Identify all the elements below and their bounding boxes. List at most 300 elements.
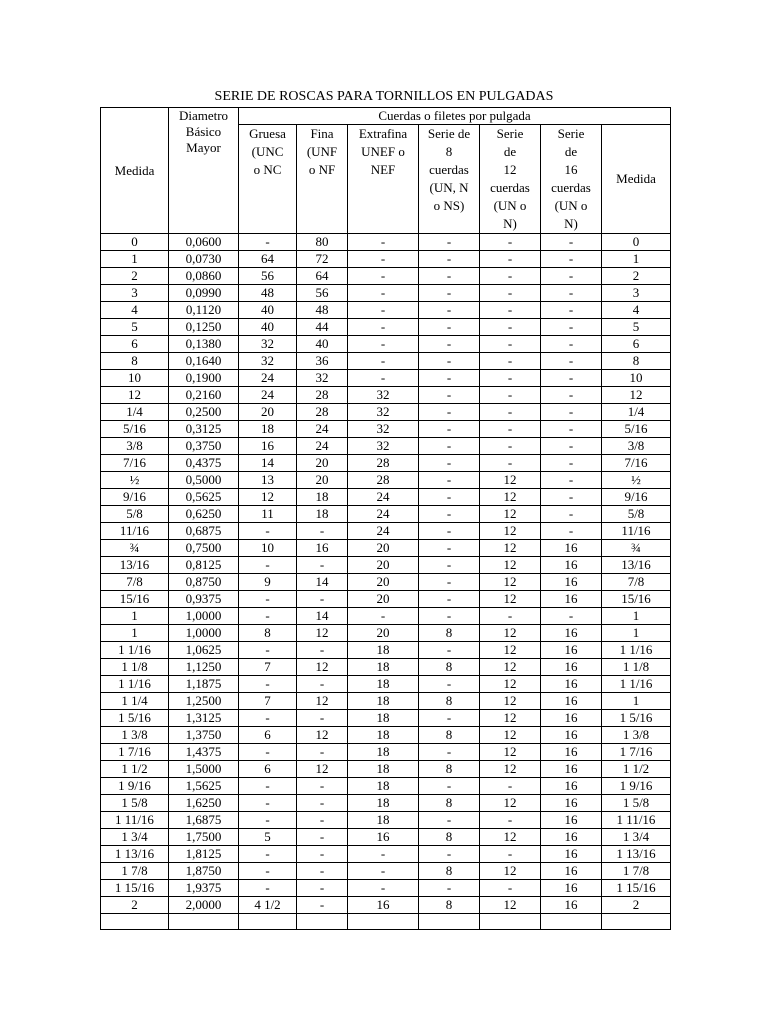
cell-serie-16: - — [541, 285, 602, 302]
cell-serie-16: - — [541, 302, 602, 319]
cell-gruesa: 56 — [239, 268, 297, 285]
cell-serie-16: 16 — [541, 744, 602, 761]
cell-medida: 1 5/16 — [101, 710, 169, 727]
cell-medida: 13/16 — [101, 557, 169, 574]
cell-fina: 14 — [297, 574, 348, 591]
cell-empty — [480, 914, 541, 930]
cell-extrafina: 32 — [348, 404, 419, 421]
cell-medida-right: 1 15/16 — [602, 880, 671, 897]
table-row — [101, 455, 671, 472]
cell-serie-8: - — [419, 778, 480, 795]
cell-fina: 12 — [297, 625, 348, 642]
cell-serie-12: 12 — [480, 897, 541, 914]
cell-extrafina: 18 — [348, 795, 419, 812]
cell-serie-16: - — [541, 455, 602, 472]
cell-fina: 14 — [297, 608, 348, 625]
cell-extrafina: 20 — [348, 574, 419, 591]
cell-diametro: 0,9375 — [169, 591, 239, 608]
cell-medida-right: 11/16 — [602, 523, 671, 540]
cell-medida: 1 13/16 — [101, 846, 169, 863]
cell-gruesa: 40 — [239, 302, 297, 319]
cell-serie-8: - — [419, 489, 480, 506]
cell-medida-right: 10 — [602, 370, 671, 387]
cell-fina: 32 — [297, 370, 348, 387]
cell-gruesa: 14 — [239, 455, 297, 472]
cell-gruesa: 18 — [239, 421, 297, 438]
cell-medida-right: 9/16 — [602, 489, 671, 506]
cell-gruesa: - — [239, 234, 297, 251]
cell-serie-16: 16 — [541, 676, 602, 693]
thread-series-table — [100, 107, 671, 930]
table-row — [101, 642, 671, 659]
table-row — [101, 268, 671, 285]
cell-medida: 1 1/8 — [101, 659, 169, 676]
cell-medida-right: 7/8 — [602, 574, 671, 591]
cell-fina: 64 — [297, 268, 348, 285]
cell-serie-8: - — [419, 812, 480, 829]
cell-empty — [602, 914, 671, 930]
cell-medida: 4 — [101, 302, 169, 319]
cell-diametro: 1,4375 — [169, 744, 239, 761]
table-row — [101, 336, 671, 353]
cell-serie-16: - — [541, 234, 602, 251]
cell-medida-right: 1 9/16 — [602, 778, 671, 795]
cell-diametro: 0,3750 — [169, 438, 239, 455]
cell-serie-16: 16 — [541, 829, 602, 846]
table-row — [101, 302, 671, 319]
table-row — [101, 778, 671, 795]
cell-fina: - — [297, 557, 348, 574]
cell-serie-8: - — [419, 608, 480, 625]
table-row — [101, 438, 671, 455]
cell-gruesa: 11 — [239, 506, 297, 523]
table-row — [101, 897, 671, 914]
cell-medida: 1 1/16 — [101, 642, 169, 659]
cell-medida-right: 6 — [602, 336, 671, 353]
cell-fina: 24 — [297, 438, 348, 455]
cell-fina: 24 — [297, 421, 348, 438]
cell-gruesa: 32 — [239, 336, 297, 353]
table-row — [101, 234, 671, 251]
cell-gruesa: - — [239, 523, 297, 540]
cell-serie-16: - — [541, 319, 602, 336]
cell-serie-16: 16 — [541, 846, 602, 863]
cell-gruesa: 4 1/2 — [239, 897, 297, 914]
cell-serie-8: - — [419, 472, 480, 489]
cell-extrafina: - — [348, 370, 419, 387]
header-gruesa: Gruesa (UNC o NC — [239, 125, 297, 234]
cell-serie-8: 8 — [419, 897, 480, 914]
cell-serie-16: 16 — [541, 557, 602, 574]
cell-serie-8: - — [419, 387, 480, 404]
cell-serie-12: - — [480, 285, 541, 302]
cell-serie-12: - — [480, 455, 541, 472]
cell-serie-16: - — [541, 438, 602, 455]
cell-fina: 44 — [297, 319, 348, 336]
cell-medida: 9/16 — [101, 489, 169, 506]
cell-extrafina: 18 — [348, 812, 419, 829]
cell-medida: 10 — [101, 370, 169, 387]
cell-extrafina: 18 — [348, 693, 419, 710]
cell-gruesa: - — [239, 863, 297, 880]
cell-medida-right: ½ — [602, 472, 671, 489]
cell-medida: 15/16 — [101, 591, 169, 608]
cell-extrafina: 16 — [348, 897, 419, 914]
cell-gruesa: - — [239, 812, 297, 829]
cell-extrafina: - — [348, 608, 419, 625]
cell-gruesa: 24 — [239, 370, 297, 387]
cell-fina: 12 — [297, 761, 348, 778]
cell-gruesa: - — [239, 778, 297, 795]
cell-fina: 18 — [297, 506, 348, 523]
cell-gruesa: - — [239, 608, 297, 625]
cell-extrafina: 32 — [348, 421, 419, 438]
cell-serie-12: - — [480, 778, 541, 795]
page-title: SERIE DE ROSCAS PARA TORNILLOS EN PULGADAS — [214, 89, 554, 104]
cell-extrafina: - — [348, 863, 419, 880]
cell-diametro: 1,7500 — [169, 829, 239, 846]
cell-fina: - — [297, 863, 348, 880]
cell-gruesa: 6 — [239, 727, 297, 744]
cell-serie-16: 16 — [541, 778, 602, 795]
cell-serie-8: - — [419, 455, 480, 472]
table-row — [101, 540, 671, 557]
header-cuerdas-group: Cuerdas o filetes por pulgada — [239, 108, 671, 125]
cell-medida: 1 7/8 — [101, 863, 169, 880]
cell-gruesa: - — [239, 880, 297, 897]
cell-medida-right: 1 13/16 — [602, 846, 671, 863]
cell-serie-16: - — [541, 489, 602, 506]
cell-medida-right: 2 — [602, 268, 671, 285]
cell-medida: 1 1/16 — [101, 676, 169, 693]
cell-medida: 0 — [101, 234, 169, 251]
cell-gruesa: - — [239, 557, 297, 574]
cell-serie-8: - — [419, 251, 480, 268]
cell-diametro: 1,1250 — [169, 659, 239, 676]
cell-fina: 72 — [297, 251, 348, 268]
cell-medida-right: 1 7/8 — [602, 863, 671, 880]
cell-serie-12: - — [480, 370, 541, 387]
cell-medida: 3 — [101, 285, 169, 302]
cell-medida: 1 11/16 — [101, 812, 169, 829]
cell-diametro: 1,5625 — [169, 778, 239, 795]
cell-serie-12: - — [480, 387, 541, 404]
cell-diametro: 1,6250 — [169, 795, 239, 812]
cell-medida-right: 12 — [602, 387, 671, 404]
cell-serie-12: - — [480, 319, 541, 336]
cell-serie-8: - — [419, 846, 480, 863]
cell-fina: 16 — [297, 540, 348, 557]
cell-serie-8: - — [419, 319, 480, 336]
cell-serie-12: - — [480, 234, 541, 251]
cell-diametro: 0,1640 — [169, 353, 239, 370]
cell-extrafina: 18 — [348, 778, 419, 795]
cell-medida-right: 1 1/16 — [602, 676, 671, 693]
cell-medida-right: 1 7/16 — [602, 744, 671, 761]
cell-medida: 11/16 — [101, 523, 169, 540]
cell-gruesa: - — [239, 710, 297, 727]
cell-fina: - — [297, 642, 348, 659]
cell-extrafina: - — [348, 319, 419, 336]
cell-empty — [297, 914, 348, 930]
cell-medida-right: 5/8 — [602, 506, 671, 523]
cell-extrafina: - — [348, 336, 419, 353]
cell-empty — [541, 914, 602, 930]
cell-gruesa: 12 — [239, 489, 297, 506]
cell-fina: 20 — [297, 455, 348, 472]
cell-serie-8: - — [419, 574, 480, 591]
cell-medida: ¾ — [101, 540, 169, 557]
cell-serie-8: - — [419, 421, 480, 438]
cell-medida-right: 1 — [602, 251, 671, 268]
cell-medida: 1 3/8 — [101, 727, 169, 744]
cell-serie-8: - — [419, 234, 480, 251]
cell-diametro: 0,5000 — [169, 472, 239, 489]
cell-serie-8: - — [419, 302, 480, 319]
cell-serie-16: 16 — [541, 761, 602, 778]
cell-extrafina: 28 — [348, 455, 419, 472]
cell-gruesa: 5 — [239, 829, 297, 846]
cell-medida-right: 4 — [602, 302, 671, 319]
cell-fina: - — [297, 778, 348, 795]
cell-medida: 2 — [101, 268, 169, 285]
cell-gruesa: 10 — [239, 540, 297, 557]
cell-serie-8: - — [419, 285, 480, 302]
cell-serie-12: - — [480, 846, 541, 863]
cell-extrafina: 18 — [348, 727, 419, 744]
cell-medida: 3/8 — [101, 438, 169, 455]
cell-serie-12: 12 — [480, 863, 541, 880]
cell-serie-12: 12 — [480, 676, 541, 693]
cell-serie-12: 12 — [480, 744, 541, 761]
cell-empty — [348, 914, 419, 930]
cell-gruesa: 16 — [239, 438, 297, 455]
cell-serie-12: 12 — [480, 472, 541, 489]
cell-serie-8: 8 — [419, 761, 480, 778]
cell-fina: 20 — [297, 472, 348, 489]
table-row — [101, 251, 671, 268]
cell-fina: - — [297, 710, 348, 727]
cell-diametro: 0,8125 — [169, 557, 239, 574]
cell-medida: 1 9/16 — [101, 778, 169, 795]
cell-fina: - — [297, 591, 348, 608]
cell-serie-12: - — [480, 880, 541, 897]
cell-fina: 56 — [297, 285, 348, 302]
cell-serie-16: 16 — [541, 574, 602, 591]
cell-serie-12: - — [480, 251, 541, 268]
table-row — [101, 370, 671, 387]
cell-medida: 1 15/16 — [101, 880, 169, 897]
cell-serie-8: - — [419, 404, 480, 421]
header-diametro: Diametro Básico Mayor — [169, 108, 239, 234]
cell-gruesa: 7 — [239, 659, 297, 676]
cell-serie-8: 8 — [419, 659, 480, 676]
cell-gruesa: 48 — [239, 285, 297, 302]
cell-serie-8: - — [419, 506, 480, 523]
cell-diametro: 1,3125 — [169, 710, 239, 727]
cell-serie-16: - — [541, 404, 602, 421]
cell-serie-12: 12 — [480, 829, 541, 846]
cell-serie-12: 12 — [480, 693, 541, 710]
cell-medida-right: 1/4 — [602, 404, 671, 421]
table-row — [101, 421, 671, 438]
cell-serie-8: - — [419, 336, 480, 353]
table-row — [101, 676, 671, 693]
cell-diametro: 0,0600 — [169, 234, 239, 251]
cell-serie-12: - — [480, 812, 541, 829]
cell-empty — [419, 914, 480, 930]
cell-extrafina: 24 — [348, 523, 419, 540]
cell-serie-12: 12 — [480, 761, 541, 778]
cell-serie-12: - — [480, 438, 541, 455]
cell-fina: 12 — [297, 693, 348, 710]
cell-medida: 12 — [101, 387, 169, 404]
cell-serie-16: - — [541, 336, 602, 353]
cell-diametro: 1,8750 — [169, 863, 239, 880]
cell-diametro: 1,0625 — [169, 642, 239, 659]
cell-medida-right: 1 5/16 — [602, 710, 671, 727]
cell-extrafina: 18 — [348, 744, 419, 761]
header-serie-8: Serie de 8 cuerdas (UN, N o NS) — [419, 125, 480, 234]
cell-diametro: 0,1250 — [169, 319, 239, 336]
cell-fina: - — [297, 897, 348, 914]
cell-fina: - — [297, 676, 348, 693]
table-row — [101, 353, 671, 370]
cell-serie-8: - — [419, 642, 480, 659]
cell-diametro: 0,4375 — [169, 455, 239, 472]
cell-serie-12: 12 — [480, 489, 541, 506]
table-row-empty — [101, 914, 671, 930]
cell-diametro: 0,8750 — [169, 574, 239, 591]
cell-serie-16: - — [541, 251, 602, 268]
table-row — [101, 506, 671, 523]
table-row — [101, 591, 671, 608]
cell-medida-right: 5 — [602, 319, 671, 336]
cell-serie-16: - — [541, 472, 602, 489]
cell-serie-12: - — [480, 608, 541, 625]
cell-serie-16: 16 — [541, 795, 602, 812]
table-row — [101, 404, 671, 421]
cell-serie-16: - — [541, 421, 602, 438]
cell-serie-12: 12 — [480, 574, 541, 591]
cell-fina: - — [297, 812, 348, 829]
cell-diametro: 0,2160 — [169, 387, 239, 404]
cell-medida: 5/8 — [101, 506, 169, 523]
cell-extrafina: 24 — [348, 489, 419, 506]
cell-gruesa: 20 — [239, 404, 297, 421]
cell-fina: 18 — [297, 489, 348, 506]
cell-diametro: 1,0000 — [169, 608, 239, 625]
cell-extrafina: - — [348, 285, 419, 302]
cell-medida: 5/16 — [101, 421, 169, 438]
cell-serie-12: 12 — [480, 591, 541, 608]
cell-medida: ½ — [101, 472, 169, 489]
cell-fina: 36 — [297, 353, 348, 370]
cell-serie-16: 16 — [541, 727, 602, 744]
cell-gruesa: 32 — [239, 353, 297, 370]
cell-diametro: 1,8125 — [169, 846, 239, 863]
cell-medida-right: 7/16 — [602, 455, 671, 472]
cell-diametro: 1,5000 — [169, 761, 239, 778]
cell-medida-right: 13/16 — [602, 557, 671, 574]
cell-serie-8: - — [419, 268, 480, 285]
cell-diametro: 0,6250 — [169, 506, 239, 523]
cell-extrafina: - — [348, 234, 419, 251]
table-row — [101, 285, 671, 302]
cell-fina: 12 — [297, 727, 348, 744]
cell-diametro: 1,2500 — [169, 693, 239, 710]
cell-gruesa: - — [239, 642, 297, 659]
cell-serie-12: - — [480, 302, 541, 319]
cell-fina: - — [297, 795, 348, 812]
table-row — [101, 812, 671, 829]
cell-serie-16: 16 — [541, 659, 602, 676]
cell-serie-8: 8 — [419, 727, 480, 744]
table-row — [101, 829, 671, 846]
cell-diametro: 0,0860 — [169, 268, 239, 285]
table-row — [101, 761, 671, 778]
table-row — [101, 795, 671, 812]
cell-serie-12: - — [480, 421, 541, 438]
cell-serie-8: - — [419, 523, 480, 540]
cell-serie-12: 12 — [480, 523, 541, 540]
cell-serie-12: - — [480, 268, 541, 285]
cell-medida-right: 1 — [602, 625, 671, 642]
cell-fina: - — [297, 880, 348, 897]
cell-medida: 7/8 — [101, 574, 169, 591]
table-row — [101, 659, 671, 676]
cell-diametro: 1,9375 — [169, 880, 239, 897]
cell-medida-right: 15/16 — [602, 591, 671, 608]
cell-extrafina: - — [348, 846, 419, 863]
header-fina: Fina (UNF o NF — [297, 125, 348, 234]
cell-gruesa: - — [239, 846, 297, 863]
table-row — [101, 472, 671, 489]
cell-gruesa: 64 — [239, 251, 297, 268]
cell-serie-12: 12 — [480, 540, 541, 557]
cell-serie-16: - — [541, 370, 602, 387]
cell-medida: 1 1/2 — [101, 761, 169, 778]
cell-serie-12: 12 — [480, 506, 541, 523]
cell-serie-16: 16 — [541, 625, 602, 642]
cell-gruesa: - — [239, 744, 297, 761]
header-serie-16: Serie de 16 cuerdas (UN o N) — [541, 125, 602, 234]
cell-serie-8: 8 — [419, 863, 480, 880]
cell-serie-12: 12 — [480, 625, 541, 642]
cell-medida: 7/16 — [101, 455, 169, 472]
cell-diametro: 2,0000 — [169, 897, 239, 914]
cell-serie-8: 8 — [419, 625, 480, 642]
cell-medida: 1 — [101, 251, 169, 268]
cell-fina: 28 — [297, 404, 348, 421]
cell-extrafina: 18 — [348, 710, 419, 727]
table-row — [101, 574, 671, 591]
cell-gruesa: - — [239, 676, 297, 693]
cell-serie-16: 16 — [541, 812, 602, 829]
cell-empty — [239, 914, 297, 930]
cell-medida-right: 1 1/2 — [602, 761, 671, 778]
cell-serie-16: - — [541, 523, 602, 540]
cell-serie-12: 12 — [480, 710, 541, 727]
cell-gruesa: 24 — [239, 387, 297, 404]
cell-serie-8: - — [419, 370, 480, 387]
cell-extrafina: 18 — [348, 676, 419, 693]
cell-extrafina: 20 — [348, 540, 419, 557]
cell-extrafina: 20 — [348, 625, 419, 642]
cell-diametro: 0,1380 — [169, 336, 239, 353]
cell-serie-16: - — [541, 608, 602, 625]
table-row — [101, 523, 671, 540]
